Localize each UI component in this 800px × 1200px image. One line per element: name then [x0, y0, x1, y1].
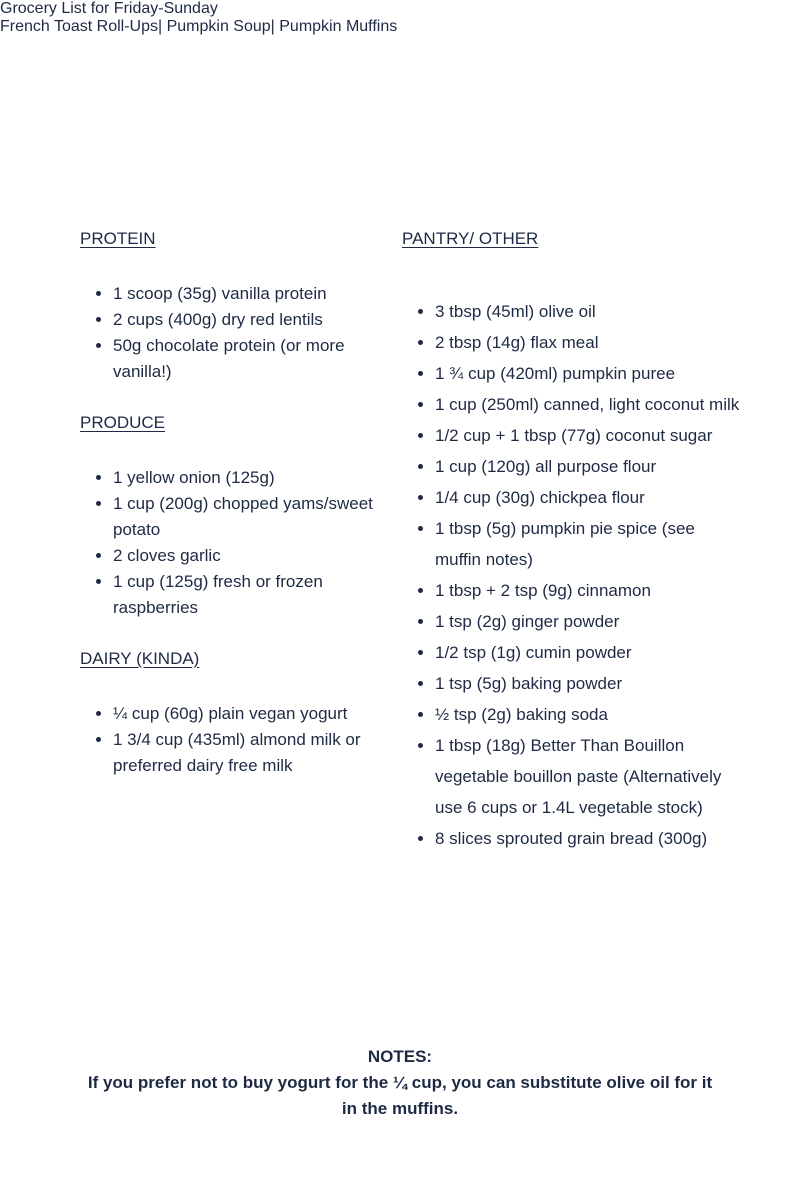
list-item: • 1 cup (120g) all purpose flour [435, 451, 742, 482]
dairy-section [80, 648, 390, 779]
list-item: • ½ tsp (2g) baking soda [435, 699, 742, 730]
list-item: • 2 cups (400g) dry red lentils [113, 307, 390, 333]
right-column [402, 228, 742, 854]
list-item: • ¼ cup (60g) plain vegan yogurt [113, 701, 390, 727]
list-item: • 1 tsp (5g) baking powder [435, 668, 742, 699]
protein-heading: PROTEIN [80, 229, 156, 248]
pantry-heading: PANTRY/ OTHER [402, 229, 539, 248]
list-item: • 1/2 cup + 1 tbsp (77g) coconut sugar [435, 420, 742, 451]
list-item: • 2 cloves garlic [113, 543, 390, 569]
list-item: • 1 cup (200g) chopped yams/sweet potato [113, 491, 390, 543]
list-item: • 1 cup (250ml) canned, light coconut milk [435, 389, 742, 420]
list-item: • 8 slices sprouted grain bread (300g) [435, 823, 742, 854]
list-item: • 1 tbsp (5g) pumpkin pie spice (see muffin notes) [435, 513, 742, 575]
notes-text: If you prefer not to buy yogurt for the ¼ cup, you can substitute olive oil for it in the muffins. [87, 1073, 713, 1118]
list-item: • 1 tbsp (18g) Better Than Bouillon vegetable bouillon paste (Alternatively use 6 cups or 1.4L vegetable stock) [435, 730, 742, 823]
pantry-list [402, 296, 742, 854]
protein-list [80, 281, 390, 385]
list-item: • 1 tsp (2g) ginger powder [435, 606, 742, 637]
list-item: • 50g chocolate protein (or more vanilla!) [113, 333, 390, 385]
page-title: Grocery List for Friday-Sunday [0, 0, 218, 17]
list-item: • 1 tbsp + 2 tsp (9g) cinnamon [435, 575, 742, 606]
list-item: • 1/4 cup (30g) chickpea flour [435, 482, 742, 513]
list-item: • 2 tbsp (14g) flax meal [435, 327, 742, 358]
notes-section [80, 1044, 720, 1122]
list-item: • 1 cup (125g) fresh or frozen raspberries [113, 569, 390, 621]
produce-section [80, 412, 390, 621]
left-column [80, 228, 390, 806]
notes-heading: NOTES: [367, 1047, 433, 1066]
list-item: • 1 ¾ cup (420ml) pumpkin puree [435, 358, 742, 389]
pantry-section [402, 228, 742, 854]
produce-list [80, 465, 390, 621]
dairy-list [80, 701, 390, 779]
list-item: • 1 yellow onion (125g) [113, 465, 390, 491]
produce-heading: PRODUCE [80, 413, 166, 432]
list-item: • 1 scoop (35g) vanilla protein [113, 281, 390, 307]
dairy-heading: DAIRY (KINDA) [80, 649, 200, 668]
list-item: • 1 3/4 cup (435ml) almond milk or preferred dairy free milk [113, 727, 390, 779]
list-item: • 3 tbsp (45ml) olive oil [435, 296, 742, 327]
page-subtitle: French Toast Roll-Ups| Pumpkin Soup| Pumpkin Muffins [0, 18, 398, 35]
protein-section [80, 228, 390, 385]
list-item: • 1/2 tsp (1g) cumin powder [435, 637, 742, 668]
